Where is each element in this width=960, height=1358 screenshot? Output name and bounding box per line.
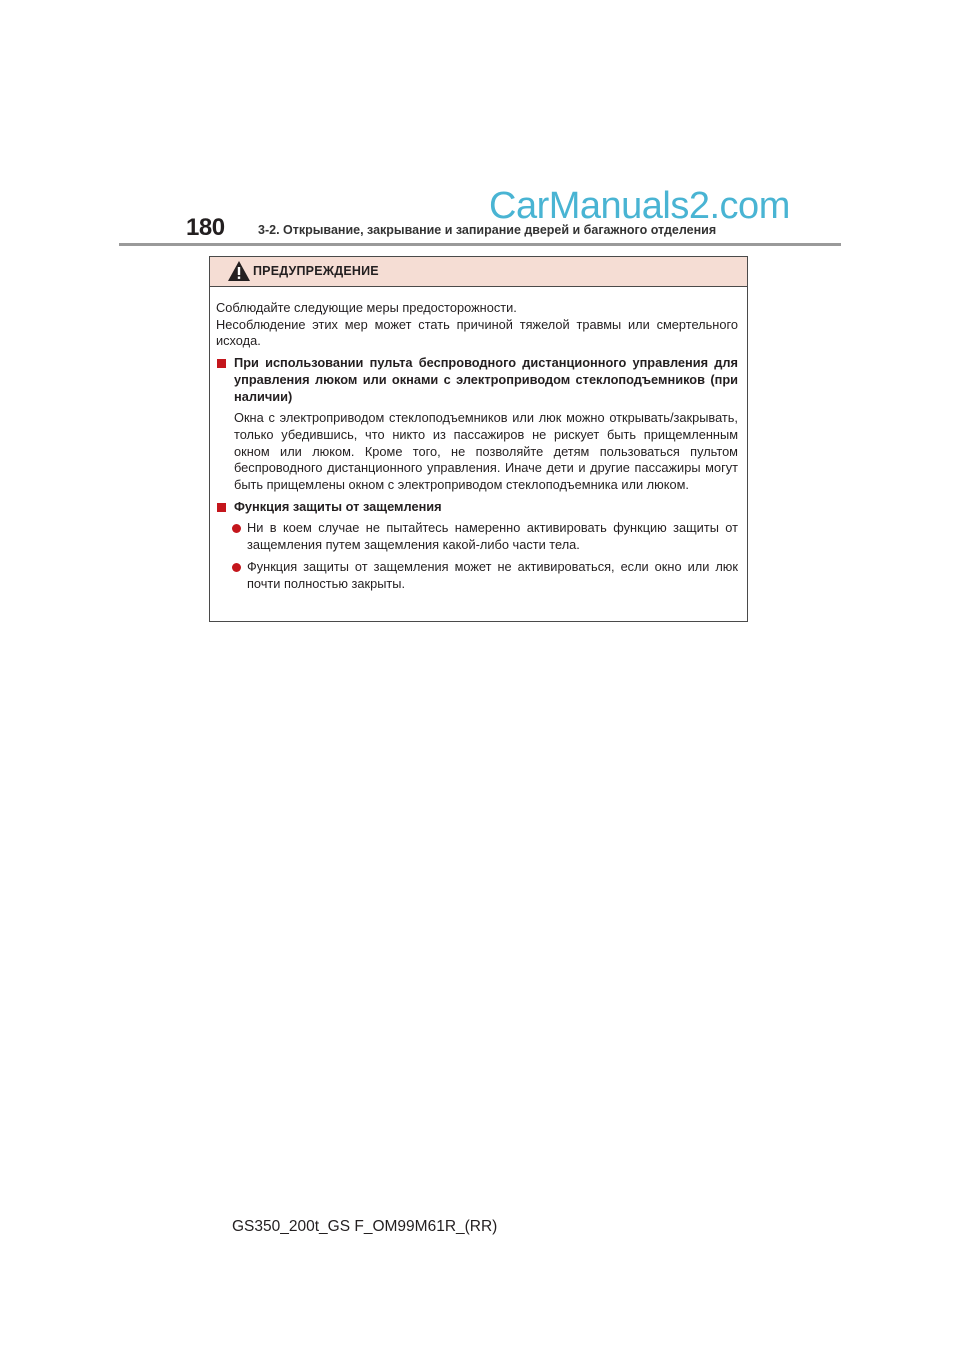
bullet-item xyxy=(216,520,738,553)
warning-content xyxy=(210,287,747,592)
section-body-text: Окна с электроприводом стеклоподъемников или люк можно открывать/закрывать, только убедившись, что никто из пассажиров не рискует быть прищемленным окном или люком. Кроме того, не позволяйте детям пользоваться пультом беспроводного дистанционного управления. Иначе дети и другие пассажиры могут быть прищемлены окном с электроприводом стеклоподъемника или люком. xyxy=(234,410,738,493)
intro-line-2: Несоблюдение этих мер может стать причиной тяжелой травмы или смертельного исхода. xyxy=(216,316,738,349)
red-bullet-icon xyxy=(232,563,241,572)
bullet-text: Функция защиты от защемления может не активироваться, если окно или люк почти полностью закрыты. xyxy=(247,558,738,591)
red-square-marker-icon xyxy=(217,503,226,512)
header-divider xyxy=(119,243,841,246)
warning-triangle-icon xyxy=(227,260,251,282)
bullet-item xyxy=(216,559,738,592)
red-bullet-icon xyxy=(232,524,241,533)
footer-model-code: GS350_200t_GS F_OM99M61R_(RR) xyxy=(232,1218,498,1235)
section-heading-antipinch xyxy=(216,499,738,516)
page-number: 180 xyxy=(186,214,225,241)
watermark-logo: CarManuals2.com xyxy=(489,185,790,227)
warning-title: ПРЕДУПРЕЖДЕНИЕ xyxy=(253,264,379,278)
intro-line-1: Соблюдайте следующие меры предосторожности. xyxy=(216,300,517,315)
section-heading-text: Функция защиты от защемления xyxy=(234,498,442,514)
warning-header xyxy=(210,257,747,287)
bullet-text: Ни в коем случае не пытайтесь намеренно активировать функцию защиты от защемления путем защемления какой-либо части тела. xyxy=(247,520,738,553)
section-title: 3-2. Открывание, закрывание и запирание дверей и багажного отделения xyxy=(258,223,717,237)
section-heading-remote xyxy=(216,355,738,405)
warning-box xyxy=(209,256,748,622)
red-square-marker-icon xyxy=(217,359,226,368)
section-heading-text: При использовании пульта беспроводного дистанционного управления для управления люком или окнами с электроприводом стеклоподъемников (при наличии) xyxy=(234,355,738,404)
